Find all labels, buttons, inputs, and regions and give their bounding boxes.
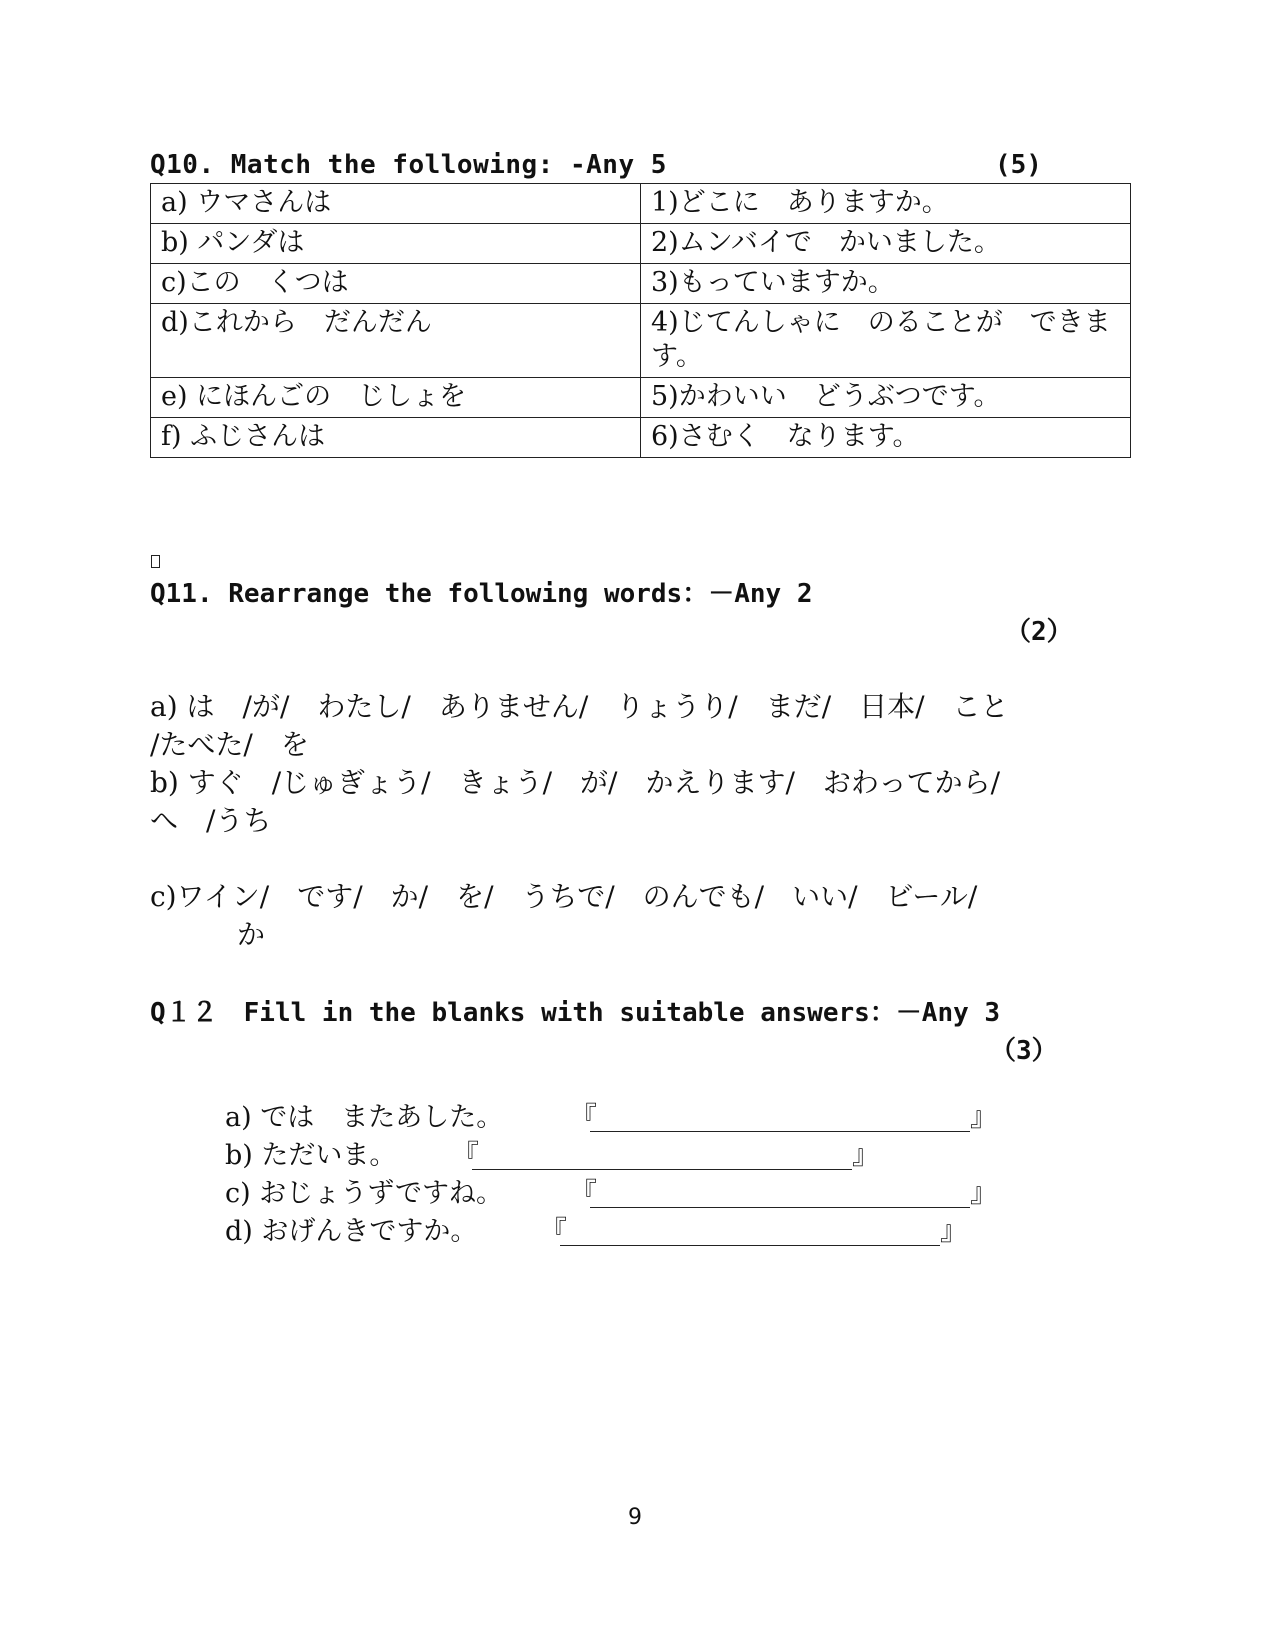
table-row <box>151 378 1131 418</box>
box-glyph-icon <box>151 555 160 568</box>
answer-blank[interactable] <box>590 1131 970 1132</box>
fill-prompt: c) おじょうずですね。 <box>225 1178 504 1209</box>
close-bracket: 』 <box>940 1216 967 1247</box>
rearrange-line: へ /うち <box>150 804 272 837</box>
rearrange-line: c)ワイン/ です/ か/ を/ うちで/ のんでも/ いい/ ビール/ <box>150 880 978 913</box>
match-right-cell: 1)どこに ありますか。 <box>641 184 1131 224</box>
match-left-cell: c)この くつは <box>151 264 641 304</box>
open-bracket: 『 <box>452 1140 479 1171</box>
page-number: 9 <box>628 1505 642 1530</box>
match-right-cell: 5)かわいい どうぶつです。 <box>641 378 1131 418</box>
match-right-cell: 3)もっていますか。 <box>641 264 1131 304</box>
close-bracket: 』 <box>970 1178 997 1209</box>
close-bracket: 』 <box>970 1102 997 1133</box>
match-right-cell: 2)ムンバイで かいました。 <box>641 224 1131 264</box>
fill-prompt: d) おげんきですか。 <box>225 1216 478 1247</box>
rearrange-line: /たべた/ を <box>150 728 309 761</box>
match-left-cell: b) パンダは <box>151 224 641 264</box>
q11-heading: Q11. Rearrange the following words：－Any 2 <box>150 579 813 609</box>
q10-marks: (5) <box>995 150 1042 180</box>
fill-prompt: b) ただいま。 <box>225 1140 397 1171</box>
q12-heading: Q１２ Fill in the blanks with suitable answers：－Any 3 <box>150 998 1001 1028</box>
rearrange-line: a) は /が/ わたし/ ありません/ りょうり/ まだ/ 日本/ こと <box>150 690 1009 723</box>
q12-marks: （3） <box>990 1036 1058 1066</box>
rearrange-line: b) すぐ /じゅぎょう/ きょう/ が/ かえります/ おわってから/ <box>150 766 1001 799</box>
answer-blank[interactable] <box>472 1169 852 1170</box>
table-row <box>151 264 1131 304</box>
table-row <box>151 418 1131 458</box>
table-row <box>151 184 1131 224</box>
answer-blank[interactable] <box>590 1207 970 1208</box>
q10-heading: Q10. Match the following: -Any 5 <box>150 150 667 180</box>
answer-blank[interactable] <box>560 1245 940 1246</box>
q11-marks: （2） <box>1005 617 1073 647</box>
match-left-cell: a) ウマさんは <box>151 184 641 224</box>
table-row <box>151 304 1131 378</box>
match-table <box>150 183 1131 458</box>
match-left-cell: d)これから だんだん <box>151 304 641 378</box>
match-right-cell: 4)じてんしゃに のることが できます。 <box>641 304 1131 378</box>
close-bracket: 』 <box>852 1140 879 1171</box>
open-bracket: 『 <box>570 1178 597 1209</box>
open-bracket: 『 <box>540 1216 567 1247</box>
open-bracket: 『 <box>570 1102 597 1133</box>
rearrange-line: か <box>237 918 266 951</box>
match-right-cell: 6)さむく なります。 <box>641 418 1131 458</box>
fill-prompt: a) では またあした。 <box>225 1102 504 1133</box>
match-left-cell: f) ふじさんは <box>151 418 641 458</box>
table-row <box>151 224 1131 264</box>
match-left-cell: e) にほんごの じしょを <box>151 378 641 418</box>
